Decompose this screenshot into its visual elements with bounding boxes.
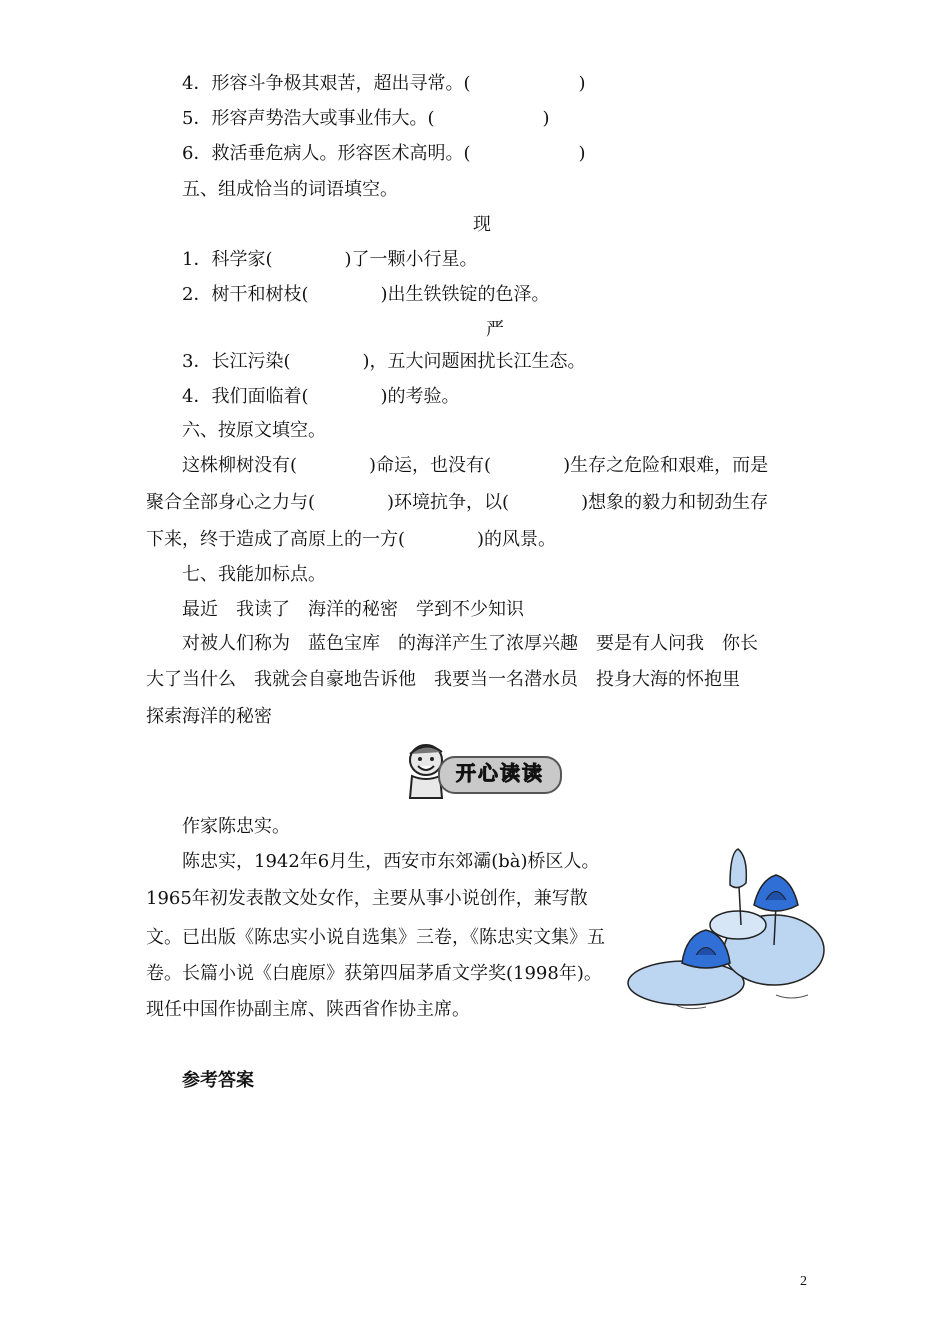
text-line: 卷。长篇小说《白鹿原》获第四届茅盾文学奖(1998年)。 (146, 963, 602, 984)
section-heading: 作家陈忠实。 (182, 816, 290, 837)
text-line: 这株柳树没有( )命运，也没有( )生存之危险和艰难，而是 (182, 455, 769, 476)
char-label: 严 (486, 319, 504, 340)
text-line: 5．形容声势浩大或事业伟大。( ) (182, 108, 550, 129)
text-line: 最近 我读了 海洋的秘密 学到不少知识 (182, 599, 524, 620)
text-line: 下来，终于造成了高原上的一方( )的风景。 (146, 529, 557, 550)
lotus-illustration (626, 845, 826, 1015)
text-line: 对被人们称为 蓝色宝库 的海洋产生了浓厚兴趣 要是有人问我 你长 (182, 633, 758, 654)
banner (402, 740, 560, 800)
text-line: 陈忠实，1942年6月生，西安市东郊灞(bà)桥区人。 (182, 851, 600, 872)
page-number: 2 (800, 1274, 807, 1289)
text-line: 3．长江污染( )，五大问题困扰长江生态。 (182, 351, 586, 372)
text-line: 1．科学家( )了一颗小行星。 (182, 249, 478, 270)
section-heading: 七、我能加标点。 (182, 564, 326, 585)
text-line: 6．救活垂危病人。形容医术高明。( ) (182, 143, 586, 164)
text-line: 4．形容斗争极其艰苦，超出寻常。( ) (182, 73, 586, 94)
banner-title: 开心读读 (456, 761, 544, 785)
section-heading: 六、按原文填空。 (182, 420, 326, 441)
section-heading: 五、组成恰当的词语填空。 (182, 179, 398, 200)
char-label: 现 (473, 214, 491, 235)
text-line: 聚合全部身心之力与( )环境抗争，以( )想象的毅力和韧劲生存 (146, 492, 769, 513)
text-line: 4．我们面临着( )的考验。 (182, 386, 460, 407)
text-line: 大了当什么 我就会自豪地告诉他 我要当一名潜水员 投身大海的怀抱里 (146, 669, 740, 690)
text-line: 1965年初发表散文处女作，主要从事小说创作，兼写散 (146, 888, 588, 909)
text-line: 探索海洋的秘密 (146, 706, 272, 727)
text-line: 现任中国作协副主席、陕西省作协主席。 (146, 999, 470, 1020)
text-line: 文。已出版《陈忠实小说自选集》三卷，《陈忠实文集》五 (146, 927, 605, 948)
text-line: 2．树干和树枝( )出生铁铁锭的色泽。 (182, 284, 550, 305)
answer-heading: 参考答案 (182, 1070, 254, 1091)
